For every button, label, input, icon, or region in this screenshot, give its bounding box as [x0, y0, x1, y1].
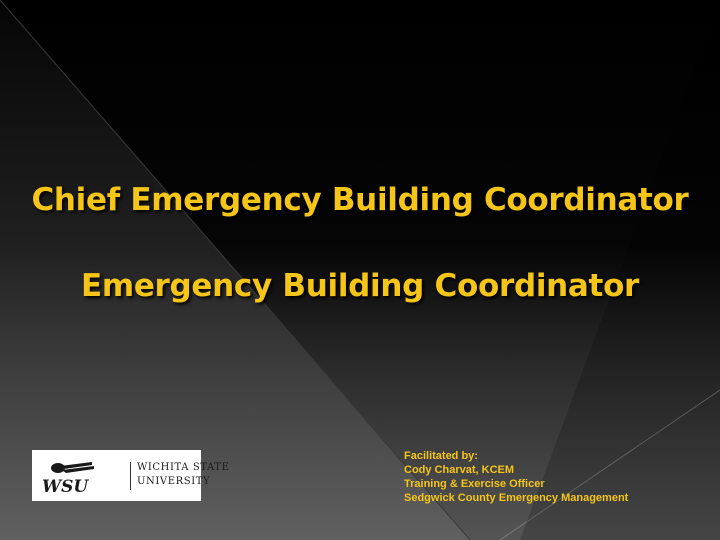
slide-subtitle: Emergency Building Coordinator — [80, 268, 640, 304]
wsu-shocker-icon — [40, 456, 100, 496]
wichita-state-logo — [32, 450, 230, 501]
logo-divider — [130, 462, 131, 490]
logo-mark-text: WSU — [42, 477, 89, 496]
logo-line-1: WICHITA STATE — [137, 462, 230, 473]
credits-block — [404, 449, 628, 505]
credits-line: Training & Exercise Officer — [404, 478, 545, 490]
credits-line: Cody Charvat, KCEM — [404, 464, 515, 476]
slide-title: Chief Emergency Building Coordinator — [31, 182, 689, 218]
logo-line-2: UNIVERSITY — [137, 476, 211, 487]
credits-line: Facilitated by: — [404, 450, 478, 462]
credits-line: Sedgwick County Emergency Management — [404, 492, 629, 504]
